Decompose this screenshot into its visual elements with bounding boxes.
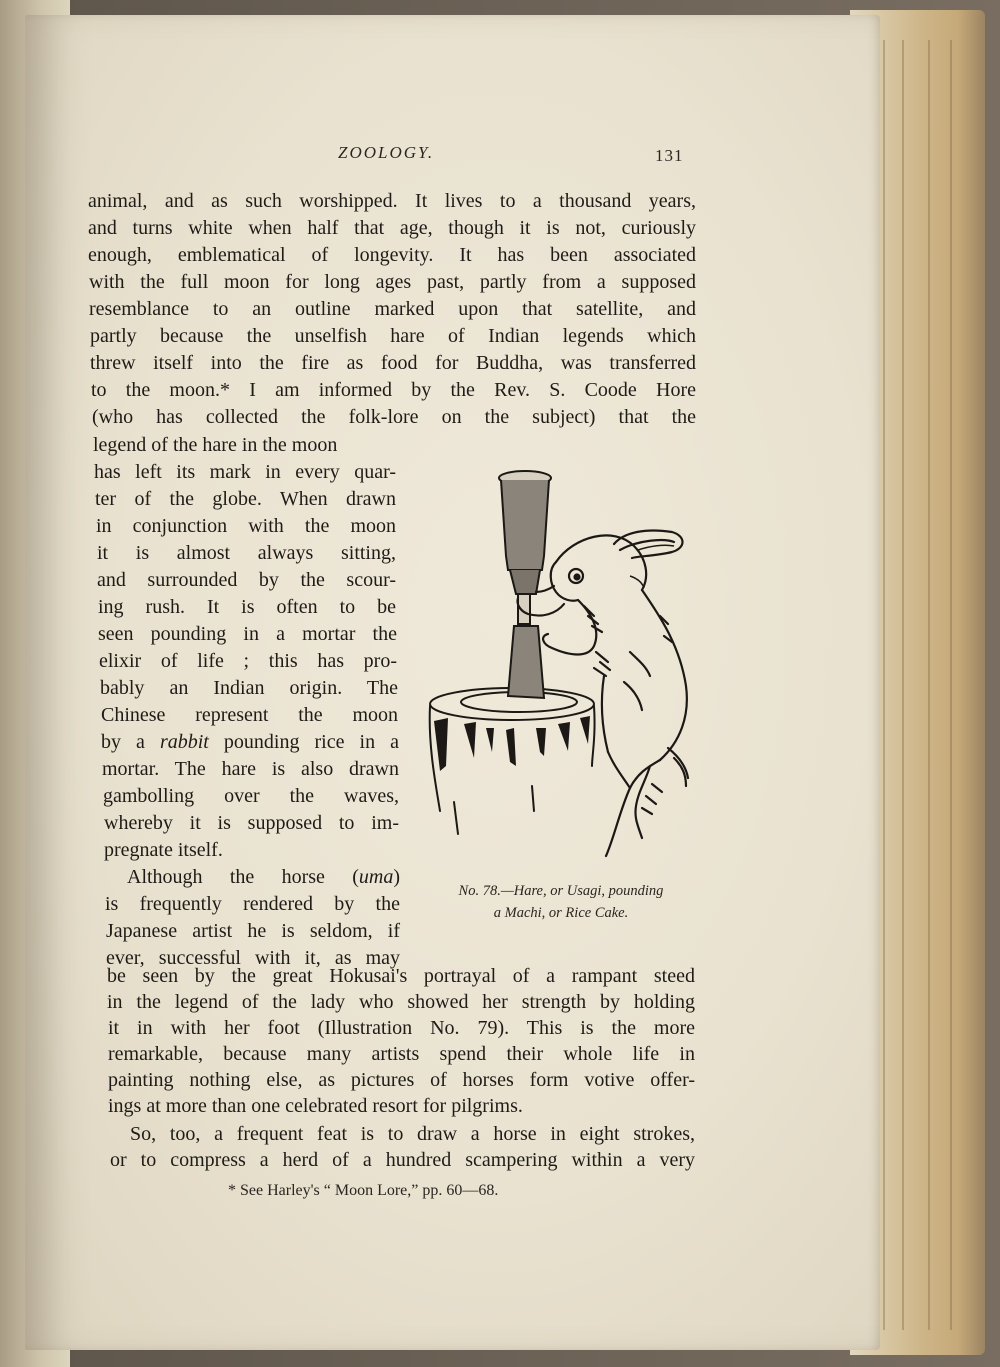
body-line: Chinese represent the moon [101,704,398,726]
body-line: is frequently rendered by the [105,893,400,915]
body-line: by a rabbit pounding rice in a [101,731,399,753]
body-line: whereby it is supposed to im- [104,812,399,834]
body-line: with the full moon for long ages past, partly from a supposed [89,271,696,293]
body-line: animal, and as such worshipped. It lives to a thousand years, [88,190,696,212]
body-line: resemblance to an outline marked upon that satellite, and [89,298,696,320]
body-line: ings at more than one celebrated resort for pilgrims. [108,1095,523,1117]
body-line: or to compress a herd of a hundred scampering within a very [110,1149,695,1171]
body-line: painting nothing else, as pictures of horses form votive offer- [108,1069,695,1091]
figure-caption-line-2: a Machi, or Rice Cake. [493,905,629,921]
body-line: legend of the hare in the moon [93,434,338,456]
body-line: partly because the unselfish hare of Indian legends which [90,325,696,347]
body-line: seen pounding in a mortar the [98,623,397,645]
body-line: threw itself into the fire as food for Buddha, was transferred [90,352,696,374]
body-line: and turns white when half that age, though it is not, curiously [88,217,696,239]
body-line: ever, successful with it, as may [106,947,400,969]
body-line: mortar. The hare is also drawn [102,758,399,780]
body-line: (who has collected the folk-lore on the subject) that the [92,406,696,428]
running-header: ZOOLOGY. [338,143,435,162]
body-line: in the legend of the lady who showed her strength by holding [107,991,695,1013]
body-line: ing rush. It is often to be [98,596,396,618]
footnote: * See Harley's “ Moon Lore,” pp. 60—68. [228,1182,499,1199]
figure-caption-line-1: No. 78.—Hare, or Usagi, pounding [458,883,664,899]
body-line: Although the horse (uma) [127,866,400,888]
body-line: has left its mark in every quar- [94,461,396,483]
body-line: remarkable, because many artists spend their whole life in [108,1043,695,1065]
hare-illustration [424,466,704,866]
body-line: So, too, a frequent feat is to draw a horse in eight strokes, [130,1123,695,1145]
body-line: ter of the globe. When drawn [95,488,396,510]
body-line: it is almost always sitting, [97,542,396,564]
body-line: be seen by the great Hokusai's portrayal of a rampant steed [107,965,695,987]
body-line: in conjunction with the moon [96,515,396,537]
body-line: bably an Indian origin. The [100,677,398,699]
body-line: elixir of life ; this has pro- [99,650,397,672]
page-number: 131 [655,146,684,165]
body-line: to the moon.* I am informed by the Rev. S. Coode Hore [91,379,696,401]
body-line: it in with her foot (Illustration No. 79). This is the more [108,1017,695,1039]
body-line: pregnate itself. [104,839,223,861]
body-line: gambolling over the waves, [103,785,399,807]
body-line: and surrounded by the scour- [97,569,396,591]
body-line: enough, emblematical of longevity. It has been associated [88,244,696,266]
body-line: Japanese artist he is seldom, if [106,920,400,942]
